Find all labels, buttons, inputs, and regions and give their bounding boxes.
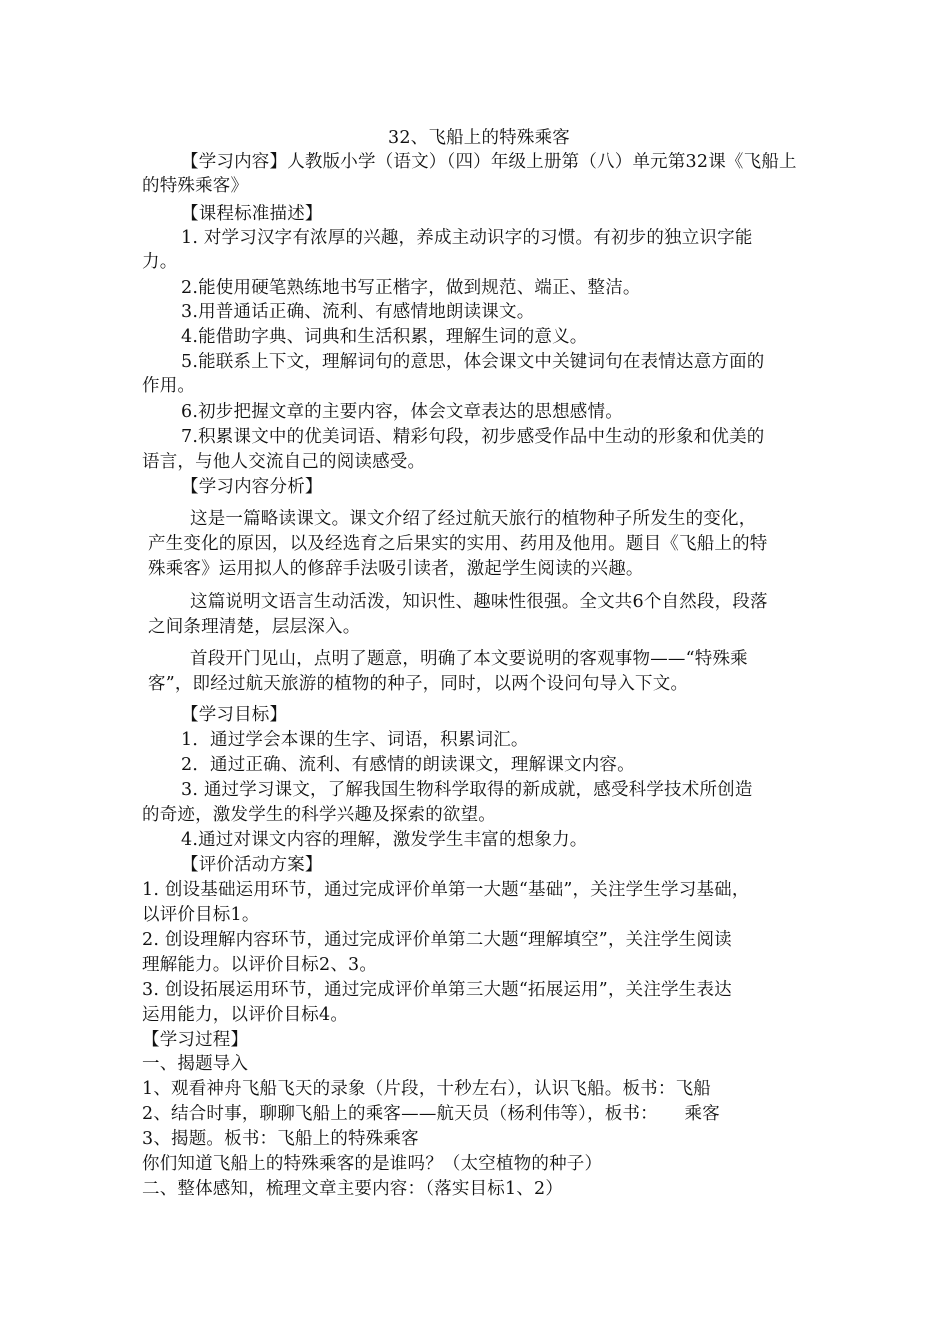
text-line: 产生变化的原因，以及经选育之后果实的实用、药用及他用。题目《飞船上的特	[148, 534, 768, 554]
text-line: 运用能力，以评价目标4。	[142, 1005, 349, 1025]
text-line: 2. 创设理解内容环节，通过完成评价单第二大题“理解填空”，关注学生阅读	[142, 930, 732, 950]
text-line: 2.能使用硬笔熟练地书写正楷字，做到规范、端正、整洁。	[181, 278, 641, 298]
text-line: 理解能力。以评价目标2、3。	[142, 955, 378, 975]
text-line: 4.通过对课文内容的理解，激发学生丰富的想象力。	[181, 830, 588, 850]
text-line: 1．通过学会本课的生字、词语，积累词汇。	[181, 730, 529, 750]
section-heading: 【学习内容分析】	[181, 477, 323, 497]
text-line: 3、揭题。板书：飞船上的特殊乘客	[142, 1129, 419, 1149]
text-line: 二、整体感知，梳理文章主要内容：（落实目标1、2）	[142, 1179, 564, 1199]
text-line: 首段开门见山，点明了题意，明确了本文要说明的客观事物——“特殊乘	[190, 649, 748, 669]
text-line: 1. 对学习汉字有浓厚的兴趣，养成主动识字的习惯。有初步的独立识字能	[181, 228, 753, 248]
text-line: 3. 通过学习课文，了解我国生物科学取得的新成就，感受科学技术所创造	[181, 780, 753, 800]
text-line: 语言，与他人交流自己的阅读感受。	[142, 452, 426, 472]
section-heading: 【学习过程】	[142, 1030, 249, 1050]
text-line: 5.能联系上下文，理解词句的意思，体会课文中关键词句在表情达意方面的	[181, 352, 765, 372]
text-line: 3. 创设拓展运用环节，通过完成评价单第三大题“拓展运用”，关注学生表达	[142, 980, 732, 1000]
text-line: 这是一篇略读课文。课文介绍了经过航天旅行的植物种子所发生的变化，	[190, 509, 757, 529]
page-title: 32、飞船上的特殊乘客	[388, 128, 570, 148]
text-line: 以评价目标1。	[142, 905, 260, 925]
text-line: 4.能借助字典、词典和生活积累，理解生词的意义。	[181, 327, 588, 347]
text-line: 之间条理清楚，层层深入。	[148, 617, 361, 637]
text-line: 作用。	[142, 376, 196, 396]
text-line: 3.用普通话正确、流利、有感情地朗读课文。	[181, 302, 535, 322]
text-line: 2．通过正确、流利、有感情的朗读课文，理解课文内容。	[181, 755, 635, 775]
section-heading: 【评价活动方案】	[181, 855, 323, 875]
section-heading: 【学习目标】	[181, 705, 288, 725]
text-line: 2、结合时事，聊聊飞船上的乘客——航天员（杨利伟等），板书： 乘客	[142, 1104, 720, 1124]
text-line: 6.初步把握文章的主要内容，体会文章表达的思想感情。	[181, 402, 623, 422]
text-line: 一、揭题导入	[142, 1054, 249, 1074]
text-line: 客”，即经过航天旅游的植物的种子，同时，以两个设问句导入下文。	[148, 674, 689, 694]
text-line: 1. 创设基础运用环节，通过完成评价单第一大题“基础”，关注学生学习基础，	[142, 880, 750, 900]
text-line: 殊乘客》运用拟人的修辞手法吸引读者，激起学生阅读的兴趣。	[148, 559, 644, 579]
text-line: 你们知道飞船上的特殊乘客的是谁吗？（太空植物的种子）	[142, 1154, 603, 1174]
text-line: 【学习内容】人教版小学（语文）（四）年级上册第（八）单元第32课《飞船上	[181, 152, 797, 172]
text-line: 这篇说明文语言生动活泼，知识性、趣味性很强。全文共6个自然段，段落	[190, 592, 768, 612]
text-line: 的奇迹，激发学生的科学兴趣及探索的欲望。	[142, 805, 496, 825]
text-line: 力。	[142, 252, 178, 272]
text-line: 7.积累课文中的优美词语、精彩句段，初步感受作品中生动的形象和优美的	[181, 427, 765, 447]
text-line: 的特殊乘客》	[142, 176, 249, 196]
section-heading: 【课程标准描述】	[181, 204, 323, 224]
text-line: 1、观看神舟飞船飞天的录象（片段，十秒左右），认识飞船。板书：飞船	[142, 1079, 711, 1099]
